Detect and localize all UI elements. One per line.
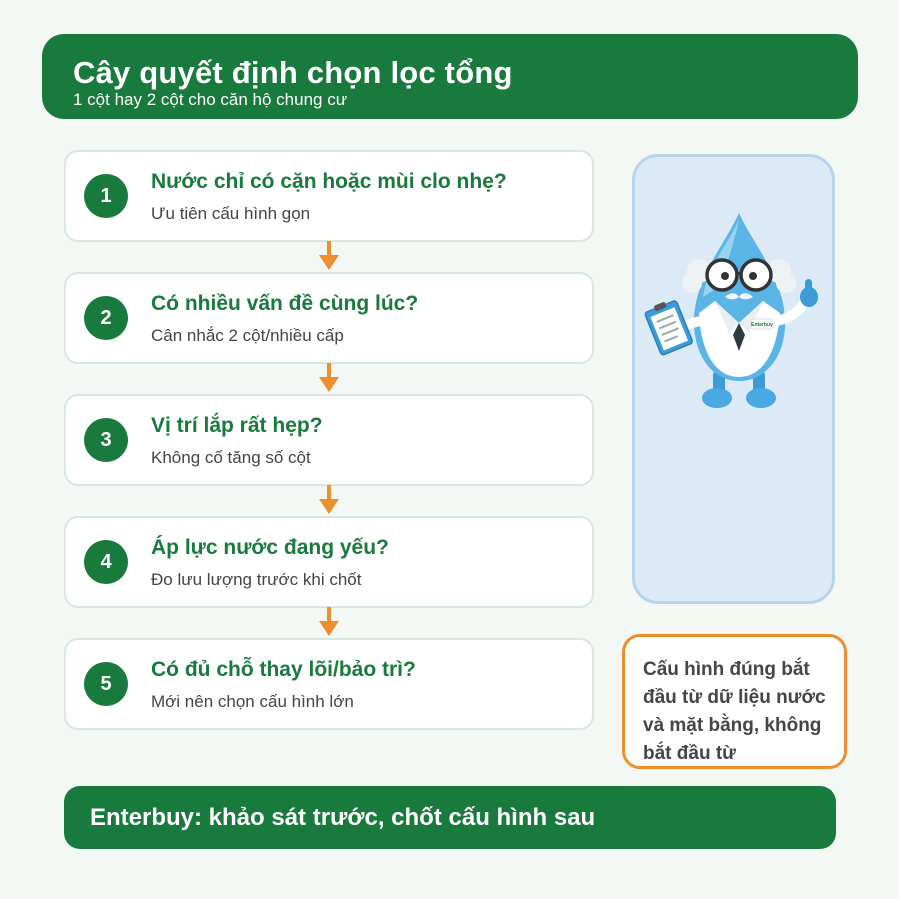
arrow-down-icon [318, 363, 340, 393]
step-advice: Mới nên chọn cấu hình lớn [151, 692, 354, 711]
step-number-badge: 5 [84, 662, 128, 706]
page-subtitle: 1 cột hay 2 cột cho căn hộ chung cư [73, 90, 348, 109]
step-advice: Ưu tiên cấu hình gọn [151, 204, 311, 223]
page-title: Cây quyết định chọn lọc tổng [73, 55, 513, 90]
step-number-badge: 1 [84, 174, 128, 218]
header-banner [42, 34, 858, 119]
step-card-1 [64, 150, 594, 242]
step-question: Có đủ chỗ thay lõi/bảo trì? [151, 658, 416, 681]
step-question: Vị trí lắp rất hẹp? [151, 414, 323, 437]
svg-text:Enterbuy: Enterbuy [751, 322, 773, 328]
step-advice: Không cố tăng số cột [151, 448, 311, 467]
tip-note: Cấu hình đúng bắt đầu từ dữ liệu nước và mặt bằng, không bắt đầu từ [622, 634, 847, 769]
step-question: Có nhiều vấn đề cùng lúc? [151, 292, 419, 315]
step-advice: Cân nhắc 2 cột/nhiều cấp [151, 326, 344, 345]
water-drop-mascot-icon [637, 205, 833, 415]
footer-banner: Enterbuy: khảo sát trước, chốt cấu hình sau [64, 786, 836, 849]
step-question: Nước chỉ có cặn hoặc mùi clo nhẹ? [151, 170, 507, 193]
step-card-2 [64, 272, 594, 364]
step-number-badge: 4 [84, 540, 128, 584]
step-card-5 [64, 638, 594, 730]
step-card-3 [64, 394, 594, 486]
mascot-card [632, 154, 835, 604]
step-question: Áp lực nước đang yếu? [151, 536, 389, 559]
arrow-down-icon [318, 485, 340, 515]
step-number-badge: 3 [84, 418, 128, 462]
step-number-badge: 2 [84, 296, 128, 340]
step-card-4 [64, 516, 594, 608]
arrow-down-icon [318, 607, 340, 637]
step-advice: Đo lưu lượng trước khi chốt [151, 570, 362, 589]
arrow-down-icon [318, 241, 340, 271]
